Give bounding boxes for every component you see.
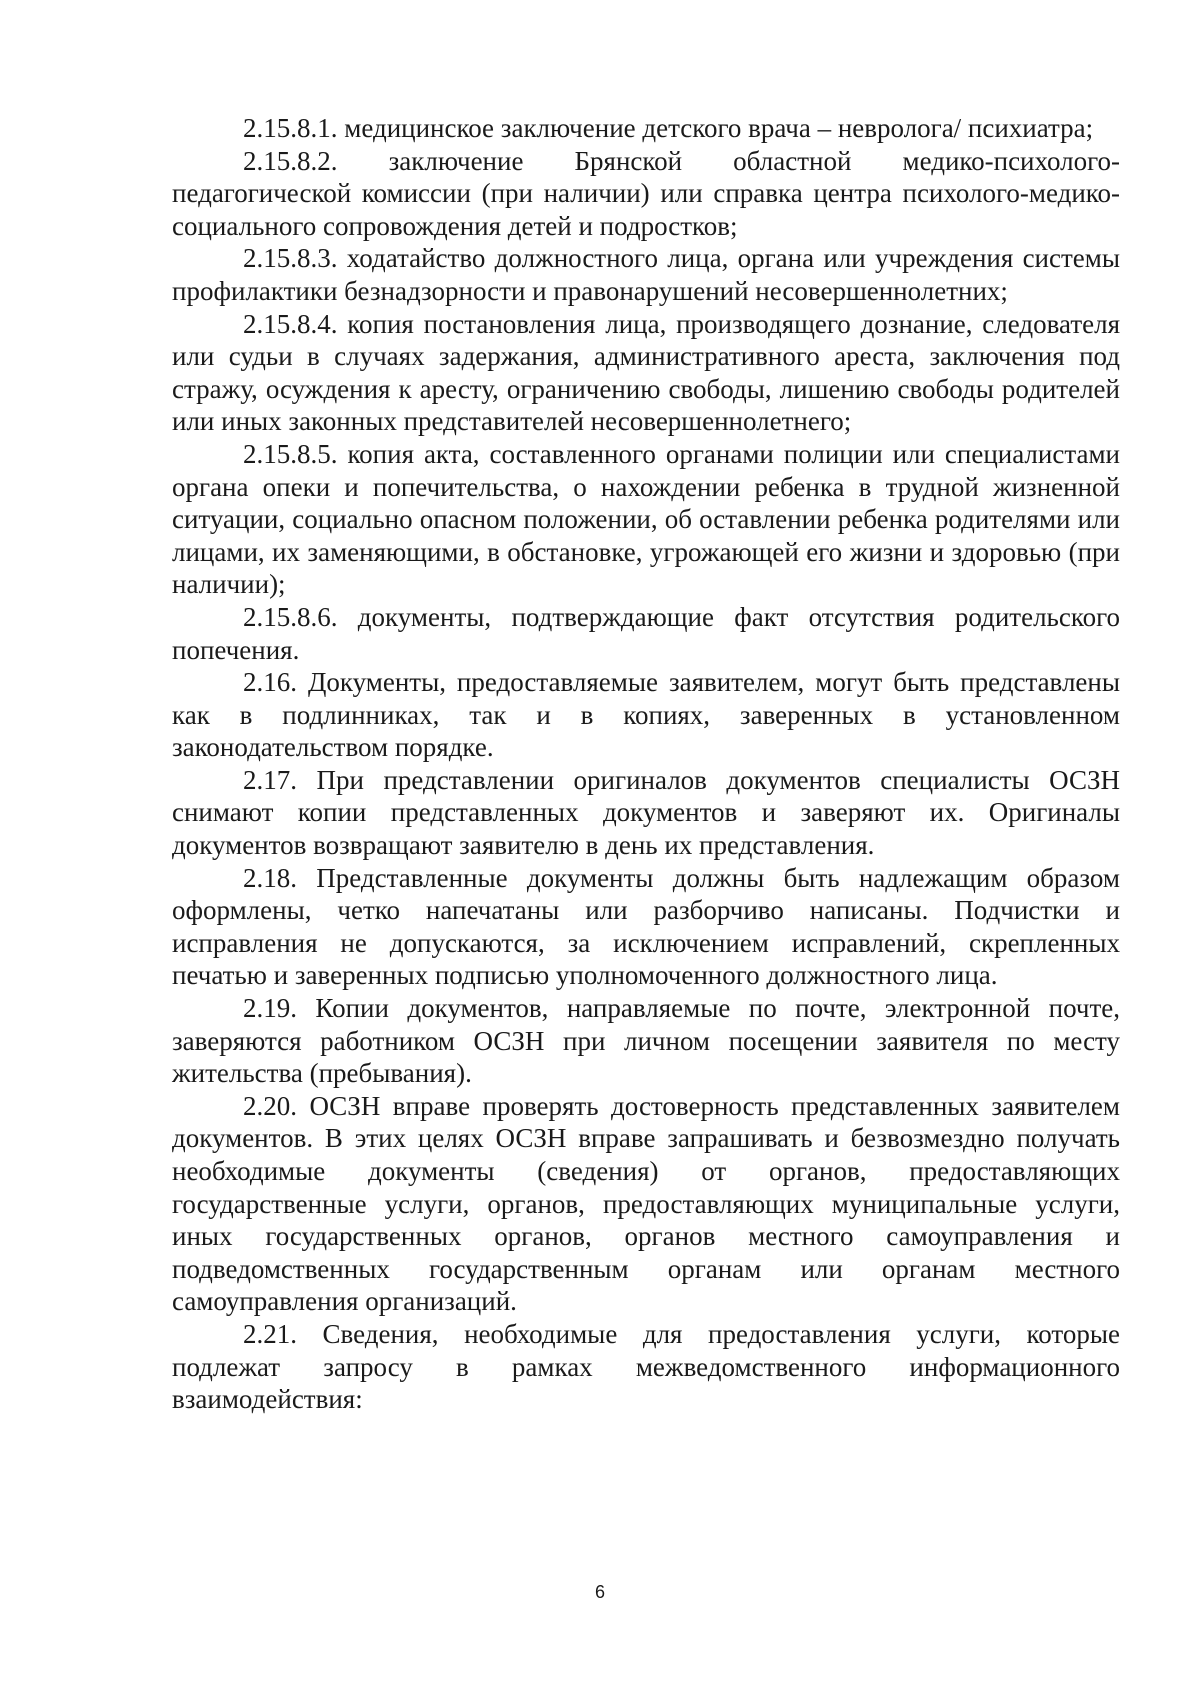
paragraph-2-21: 2.21. Сведения, необходимые для предоставления услуги, которые подлежат запросу в рамках межведомственного информационного взаимодействия:	[172, 1318, 1120, 1415]
paragraph-2-19: 2.19. Копии документов, направляемые по почте, электронной почте, заверяются работником ОСЗН при личном посещении заявителя по месту жительства (пребывания).	[172, 993, 1120, 1089]
paragraph-2-15-8-2: 2.15.8.2. заключение Брянской областной медико-психолого-педагогической комиссии (при наличии) или справка центра психолого-медико-социального сопровождения детей и подростков;	[172, 145, 1120, 241]
paragraph-2-15-8-6: 2.15.8.6. документы, подтверждающие факт отсутствия родительского попечения.	[172, 601, 1120, 665]
paragraph-2-18: 2.18. Представленные документы должны быть надлежащим образом оформлены, четко напечатаны или разборчиво написаны. Подчистки и исправления не допускаются, за исключением исправлений, скрепленных печатью и заверенных подписью уполномоченного должностного лица.	[172, 862, 1120, 991]
paragraph-2-15-8-4: 2.15.8.4. копия постановления лица, производящего дознание, следователя или судьи в случаях задержания, административного ареста, заключения под стражу, осуждения к аресту, ограничению свободы, лишению свободы родителей или иных законных представителей несовершеннолетнего;	[172, 308, 1120, 437]
paragraph-2-15-8-5: 2.15.8.5. копия акта, составленного органами полиции или специалистами органа опеки и попечительства, о нахождении ребенка в трудной жизненной ситуации, социально опасном положении, об оставлении ребенка родителями или лицами, их заменяющими, в обстановке, угрожающей его жизни и здоровью (при наличии);	[172, 438, 1120, 600]
document-body	[172, 112, 1120, 1416]
page-number: 6	[594, 1582, 605, 1602]
paragraph-2-15-8-3: 2.15.8.3. ходатайство должностного лица, органа или учреждения системы профилактики безнадзорности и правонарушений несовершеннолетних;	[172, 243, 1120, 306]
paragraph-2-15-8-1: 2.15.8.1. медицинское заключение детского врача – невролога/ психиатра;	[243, 113, 1094, 143]
paragraph-2-17: 2.17. При представлении оригиналов документов специалисты ОСЗН снимают копии представленных документов и заверяют их. Оригиналы документов возвращают заявителю в день их представления.	[172, 764, 1120, 861]
paragraph-2-16: 2.16. Документы, предоставляемые заявителем, могут быть представлены как в подлинниках, так и в копиях, заверенных в установленном законодательством порядке.	[172, 667, 1120, 763]
paragraph-2-20: 2.20. ОСЗН вправе проверять достоверность представленных заявителем документов. В этих целях ОСЗН вправе запрашивать и безвозмездно получать необходимые документы (сведения) от органов, предоставляющих государственные услуги, органов, предоставляющих муниципальные услуги, иных государственных органов, органов местного самоуправления и подведомственных государственным органам или органам местного самоуправления организаций.	[172, 1090, 1120, 1317]
